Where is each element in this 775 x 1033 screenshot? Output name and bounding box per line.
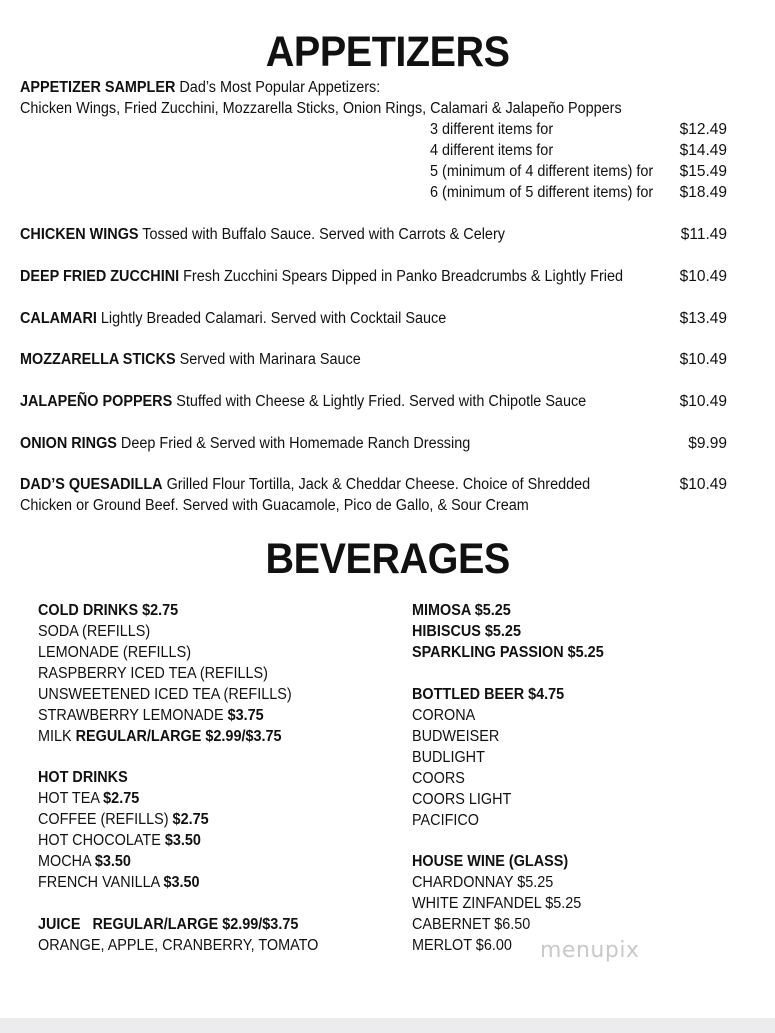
- drink-name: COFFEE (REFILLS): [38, 811, 173, 828]
- menu-item: [20, 391, 586, 412]
- sampler-option-price: $18.49: [679, 184, 727, 201]
- drink-price: $3.50: [94, 853, 131, 870]
- bottled-beer-heading: BOTTLED BEER $4.75: [412, 686, 565, 703]
- item-name: MOZZARELLA STICKS: [20, 351, 176, 368]
- wine-item: CABERNET $6.50: [412, 916, 531, 933]
- juice-heading: JUICE REGULAR/LARGE $2.99/$3.75: [38, 916, 299, 933]
- item-name: ONION RINGS: [20, 435, 117, 452]
- drink-price: $3.50: [164, 832, 201, 849]
- menupix-watermark: menupix: [540, 938, 640, 963]
- sampler-name: APPETIZER SAMPLER: [20, 79, 176, 96]
- beer-item: COORS LIGHT: [412, 791, 512, 808]
- drink-name: MOCHA: [38, 853, 95, 870]
- drink-item: [38, 831, 201, 852]
- sampler-option-price: $12.49: [679, 121, 727, 138]
- sampler-option-label: 6 (minimum of 5 different items) for: [430, 184, 654, 201]
- juice-flavors: ORANGE, APPLE, CRANBERRY, TOMATO: [38, 937, 319, 954]
- sampler-option-label: 4 different items for: [430, 142, 554, 159]
- sampler-option-price: $15.49: [679, 163, 727, 180]
- item-desc: Deep Fried & Served with Homemade Ranch Dressing: [120, 435, 471, 452]
- item-desc: Grilled Flour Tortilla, Jack & Cheddar Cheese. Choice of Shredded: [166, 476, 591, 493]
- sparkling-passion: SPARKLING PASSION $5.25: [412, 644, 604, 661]
- mimosa: MIMOSA $5.25: [412, 602, 511, 619]
- item-desc: Stuffed with Cheese & Lightly Fried. Served with Chipotle Sauce: [176, 393, 587, 410]
- item-desc: Served with Marinara Sauce: [179, 351, 361, 368]
- beer-item: PACIFICO: [412, 812, 480, 829]
- item-price: $10.49: [679, 393, 727, 410]
- beverages-title: BEVERAGES: [265, 535, 510, 583]
- appetizers-title: APPETIZERS: [265, 28, 510, 76]
- item-price: $10.49: [679, 476, 727, 493]
- drink-price: $3.75: [227, 707, 264, 724]
- item-desc: Tossed with Buffalo Sauce. Served with Carrots & Celery: [142, 226, 505, 243]
- menu-item: [20, 266, 623, 287]
- sampler-line: [20, 77, 380, 98]
- drink-name: FRENCH VANILLA: [38, 874, 164, 891]
- drink-name: HOT CHOCOLATE: [38, 832, 165, 849]
- item-name: JALAPEÑO POPPERS: [20, 393, 173, 410]
- drink-price: $2.75: [172, 811, 209, 828]
- sampler-tagline: Dad’s Most Popular Appetizers:: [179, 79, 381, 96]
- drink-item: [38, 810, 209, 831]
- wine-item: MERLOT $6.00: [412, 937, 512, 954]
- drink-name: HOT TEA: [38, 790, 104, 807]
- menu-item: [20, 349, 361, 370]
- item-desc-continued: Chicken or Ground Beef. Served with Guacamole, Pico de Gallo, & Sour Cream: [20, 497, 529, 514]
- item-name: CHICKEN WINGS: [20, 226, 139, 243]
- item-name: DEEP FRIED ZUCCHINI: [20, 268, 180, 285]
- item-price: $13.49: [679, 310, 727, 327]
- sampler-option-price: $14.49: [679, 142, 727, 159]
- cold-drinks-heading: COLD DRINKS $2.75: [38, 602, 179, 619]
- beer-item: CORONA: [412, 707, 476, 724]
- drink-item: LEMONADE (REFILLS): [38, 644, 191, 661]
- item-price: $10.49: [679, 351, 727, 368]
- item-desc: Fresh Zucchini Spears Dipped in Panko Breadcrumbs & Lightly Fried: [183, 268, 624, 285]
- bottom-bar: [0, 1018, 775, 1033]
- drink-item: SODA (REFILLS): [38, 623, 151, 640]
- item-price: $11.49: [680, 226, 727, 243]
- beer-item: COORS: [412, 770, 465, 787]
- sampler-option-label: 5 (minimum of 4 different items) for: [430, 163, 654, 180]
- item-name: DAD’S QUESADILLA: [20, 476, 163, 493]
- drink-item: [38, 727, 282, 748]
- sampler-option-label: 3 different items for: [430, 121, 554, 138]
- item-price: $9.99: [688, 435, 727, 452]
- menu-item: [20, 474, 590, 495]
- drink-price: REGULAR/LARGE $2.99/$3.75: [75, 728, 282, 745]
- hibiscus: HIBISCUS $5.25: [412, 623, 521, 640]
- drink-item: RASPBERRY ICED TEA (REFILLS): [38, 665, 268, 682]
- sampler-desc: Chicken Wings, Fried Zucchini, Mozzarella Sticks, Onion Rings, Calamari & Jalapeño Poppers: [20, 100, 622, 117]
- house-wine-heading: HOUSE WINE (GLASS): [412, 853, 569, 870]
- drink-name: STRAWBERRY LEMONADE: [38, 707, 228, 724]
- drink-name: MILK: [38, 728, 76, 745]
- menu-item: [20, 224, 505, 245]
- menu-item: [20, 433, 470, 454]
- drink-price: $2.75: [103, 790, 140, 807]
- item-price: $10.49: [679, 268, 727, 285]
- beer-item: BUDWEISER: [412, 728, 500, 745]
- drink-item: [38, 852, 131, 873]
- hot-drinks-heading: HOT DRINKS: [38, 769, 128, 786]
- item-desc: Lightly Breaded Calamari. Served with Cocktail Sauce: [100, 310, 447, 327]
- wine-item: CHARDONNAY $5.25: [412, 874, 554, 891]
- drink-item: [38, 873, 200, 894]
- item-name: CALAMARI: [20, 310, 97, 327]
- drink-item: UNSWEETENED ICED TEA (REFILLS): [38, 686, 292, 703]
- drink-item: [38, 789, 139, 810]
- wine-item: WHITE ZINFANDEL $5.25: [412, 895, 582, 912]
- beer-item: BUDLIGHT: [412, 749, 485, 766]
- drink-item: [38, 706, 264, 727]
- menu-item: [20, 308, 446, 329]
- drink-price: $3.50: [163, 874, 200, 891]
